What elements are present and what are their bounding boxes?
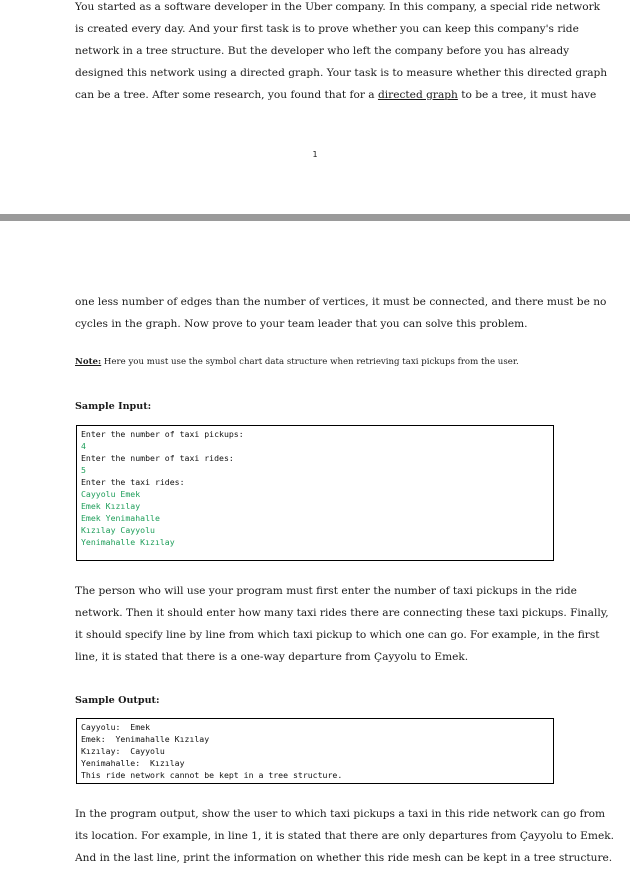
paragraph-line: You started as a software developer in the Uber company. In this company, a special ride network	[75, 1, 601, 13]
code-line: Cayyolu Emek	[81, 489, 141, 499]
paragraph-line: network. Then it should enter how many taxi rides there are connecting these taxi pickups. Finally,	[75, 607, 609, 619]
code-line: This ride network cannot be kept in a tree structure.	[81, 770, 343, 780]
code-line: Emek: Yenimahalle Kızılay	[81, 734, 210, 744]
note	[75, 357, 557, 367]
sample-output-heading: Sample Output:	[75, 695, 160, 706]
paragraph-line: one less number of edges than the number of vertices, it must be connected, and there must be no	[75, 296, 607, 308]
paragraph-line: its location. For example, in line 1, it is stated that there are only departures from Çayyolu to Emek.	[75, 830, 615, 842]
code-line: Kızılay Cayyolu	[81, 525, 155, 535]
sample-input-box	[76, 425, 554, 561]
paragraph-line: In the program output, show the user to which taxi pickups a taxi in this ride network can go from	[75, 808, 606, 820]
paragraph-line: line, it is stated that there is a one-way departure from Çayyolu to Emek.	[75, 651, 469, 663]
paragraph-line	[75, 84, 597, 106]
code-line: Cayyolu: Emek	[81, 722, 151, 732]
note-label: Note:	[75, 357, 102, 367]
paragraph-line: designed this network using a directed graph. Your task is to measure whether this directed graph	[75, 67, 608, 79]
code-line: 4	[81, 441, 86, 451]
code-line: Enter the taxi rides:	[81, 477, 185, 487]
code-line: 5	[81, 465, 86, 475]
paragraph-line: The person who will use your program must first enter the number of taxi pickups in the ride	[75, 585, 577, 597]
continuation-paragraph	[75, 291, 607, 335]
sample-output-box	[76, 718, 554, 784]
code-line: Kızılay: Cayyolu	[81, 746, 165, 756]
page-separator	[0, 214, 630, 221]
paragraph-line: is created every day. And your first task is to prove whether you can keep this company's ride	[75, 23, 579, 35]
page-number: 1	[312, 150, 318, 159]
paragraph-text: can be a tree. After some research, you found that for a	[75, 89, 375, 101]
paragraph-line: And in the last line, print the information on whether this ride mesh can be kept in a tree structure.	[75, 852, 613, 864]
document-page-1	[0, 0, 630, 214]
directed-graph-term: directed graph	[377, 89, 458, 101]
sample-input-heading: Sample Input:	[75, 401, 152, 412]
paragraph-line: it should specify line by line from which taxi pickup to which one can go. For example, in the first	[75, 629, 600, 641]
note-text: Here you must use the symbol chart data structure when retrieving taxi pickups from the user.	[101, 357, 519, 367]
code-line: Yenimahalle Kızılay	[81, 537, 175, 547]
explanation-paragraph	[75, 580, 609, 668]
paragraph-line: cycles in the graph. Now prove to your team leader that you can solve this problem.	[75, 318, 528, 330]
code-line: Emek Kızılay	[81, 501, 141, 511]
intro-paragraph	[75, 0, 608, 106]
paragraph-text: to be a tree, it must have	[457, 89, 597, 101]
code-line: Yenimahalle: Kızılay	[81, 758, 185, 768]
final-paragraph	[75, 803, 615, 869]
code-line: Enter the number of taxi rides:	[81, 453, 234, 463]
paragraph-line: network in a tree structure. But the developer who left the company before you has already	[75, 45, 570, 57]
code-line: Enter the number of taxi pickups:	[81, 429, 244, 439]
code-line: Emek Yenimahalle	[81, 513, 160, 523]
